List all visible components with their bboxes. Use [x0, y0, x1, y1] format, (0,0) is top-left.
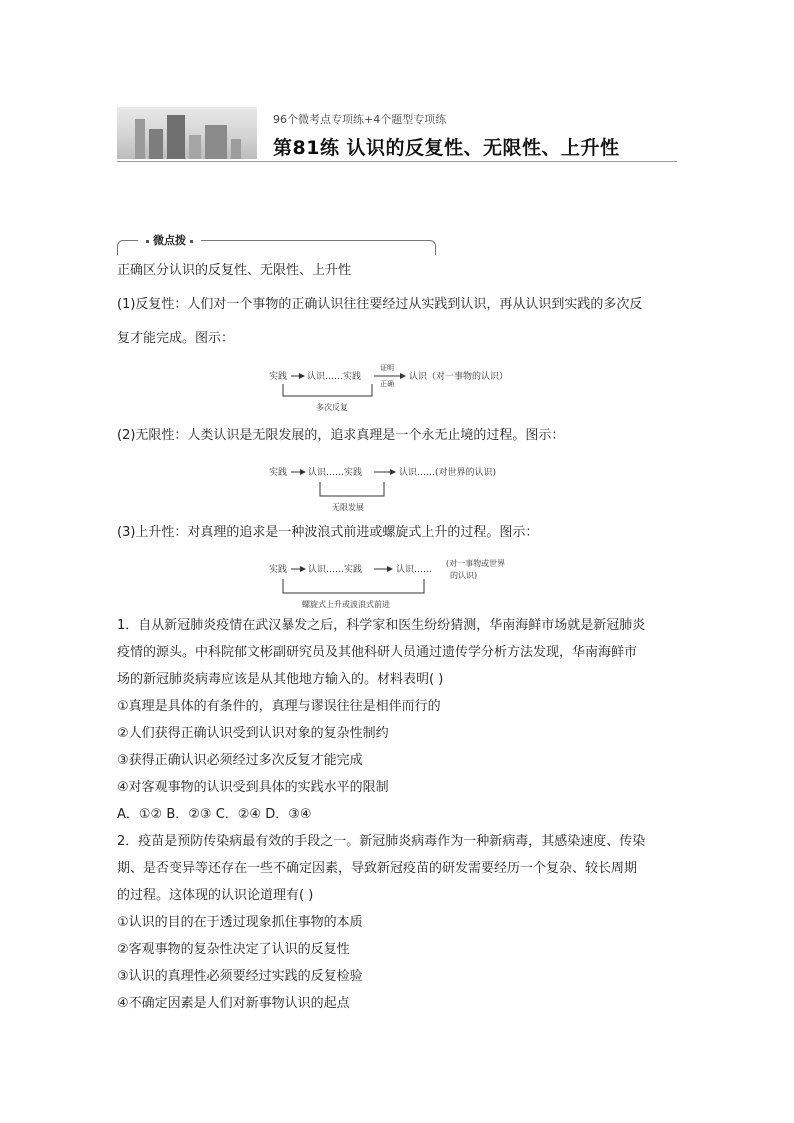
tip-label	[138, 232, 201, 248]
q2-option-1: ①认识的目的在于透过现象抓住事物的本质	[117, 915, 363, 930]
q2-option-3: ③认识的真理性必须要经过实践的反复检验	[117, 969, 363, 984]
d1-practice-label: 实践	[269, 372, 288, 382]
d1-bracket	[283, 384, 372, 396]
diagram-infinity	[260, 458, 540, 514]
header-banner-image	[117, 107, 257, 159]
q1-choices: A．①② B．②③ C．②④ D．③④	[117, 807, 312, 822]
diagram-repetition	[260, 360, 540, 416]
d3-bracket-label: 螺旋式上升或波浪式前进	[302, 600, 390, 609]
square-bullet-icon	[146, 240, 149, 243]
tip-item3: (3)上升性：对真理的追求是一种波浪式前进或螺旋式上升的过程。图示：	[117, 525, 539, 540]
d3-bracket	[283, 579, 424, 593]
q2-line2: 期、是否变异等还存在一些不确定因素，导致新冠疫苗的研发需要经历一个复杂、较长周期	[117, 861, 638, 876]
q2-option-4: ④不确定因素是人们对新事物认识的起点	[117, 996, 350, 1011]
diagram-ascension	[260, 553, 550, 613]
d3-note-line1: (对一事物或世界	[446, 559, 506, 568]
square-bullet-icon	[190, 240, 193, 243]
tip-label-text: 微点拨	[153, 234, 186, 247]
d2-bracket-label: 无限发展	[332, 503, 364, 512]
d2-practice-label: 实践	[269, 468, 288, 478]
series-subtitle: 96个微考点专项练+4个题型专项练	[273, 113, 447, 126]
d3-note-line2: 的认识)	[450, 571, 478, 580]
page-title: 第81练 认识的反复性、无限性、上升性	[273, 137, 620, 159]
d1-cognition-label: 认识（对一事物的认识）	[409, 372, 509, 382]
d2-bracket	[320, 482, 384, 496]
d3-cognition-label: 认识……	[396, 565, 433, 575]
q1-line1: 1．自从新冠肺炎疫情在武汉暴发之后，科学家和医生纷纷猜测，华南海鲜市场就是新冠肺炎	[117, 618, 646, 633]
q1-option-1: ①真理是具体的有条件的，真理与谬误往往是相伴而行的	[117, 699, 441, 714]
d3-cognition-practice-label: 认识……实践	[308, 565, 363, 575]
d1-cognition-practice-label: 认识……实践	[307, 372, 362, 382]
q2-line3: 的过程。这体现的认识论道理有( )	[117, 888, 314, 903]
q2-line1: 2．疫苗是预防传染病最有效的手段之一。新冠肺炎病毒作为一种新病毒，其感染速度、传染	[117, 834, 646, 849]
tip-item1-line1: (1)反复性：人们对一个事物的正确认识往往要经过从实践到认识，再从认识到实践的多次反	[117, 297, 643, 312]
tip-item2: (2)无限性：人类认识是无限发展的，追求真理是一个永无止境的过程。图示：	[117, 428, 565, 443]
d2-cognition-label: 认识……(对世界的认识)	[399, 468, 497, 478]
tip-heading: 正确区分认识的反复性、无限性、上升性	[117, 263, 352, 278]
q1-option-2: ②人们获得正确认识受到认识对象的复杂性制约	[117, 726, 389, 741]
tip-item1-line2: 复才能完成。图示：	[117, 331, 235, 346]
header-divider	[117, 161, 677, 162]
q2-option-2: ②客观事物的复杂性决定了认识的反复性	[117, 942, 350, 957]
q1-option-4: ④对客观事物的认识受到具体的实践水平的限制	[117, 780, 389, 795]
q1-line2: 疫情的源头。中科院郁文彬副研究员及其他科研人员通过遗传学分析方法发现，华南海鲜市	[117, 645, 638, 660]
d1-below-arrow-label: 正确	[380, 380, 394, 388]
q1-option-3: ③获得正确认识必须经过多次反复才能完成	[117, 753, 363, 768]
d3-practice-label: 实践	[269, 565, 288, 575]
d2-cognition-practice-label: 认识……实践	[308, 468, 363, 478]
d1-bracket-label: 多次反复	[316, 403, 348, 412]
q1-line3: 场的新冠肺炎病毒应该是从其他地方输入的。材料表明( )	[117, 672, 444, 687]
d1-above-arrow-label: 证明	[380, 364, 394, 372]
